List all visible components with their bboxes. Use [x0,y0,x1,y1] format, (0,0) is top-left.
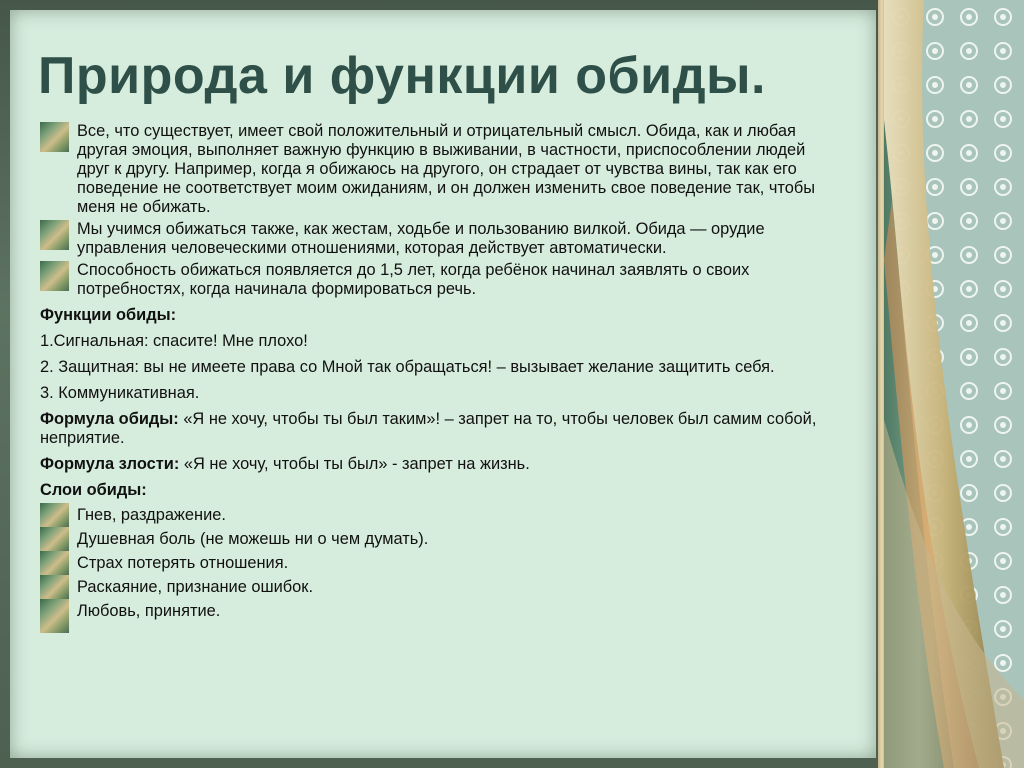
ability-paragraph [40,261,840,299]
list-item: Любовь, принятие. [40,599,840,623]
bullet-square-icon [40,220,69,250]
intro-paragraph [40,122,840,217]
formula-offense [40,410,840,448]
formula-text: «Я не хочу, чтобы ты был» - запрет на жизнь. [179,455,530,473]
list-item: Гнев, раздражение. [40,503,840,527]
formula-anger [40,455,840,474]
formula-label: Формула обиды: [40,410,179,428]
bullet-square-icon [40,122,69,152]
function-item: 3. Коммуникативная. [40,384,200,402]
formula-label: Формула злости: [40,455,180,473]
layers-heading: Слои обиды: [40,481,147,499]
layers-list [40,503,840,623]
paragraph-text: Способность обижаться появляется до 1,5 лет, когда ребёнок начинал заявлять о своих потребностях, когда начинала формироваться речь. [77,261,750,298]
learning-paragraph [40,220,840,258]
bullet-square-icon [40,575,69,599]
decorative-drape-panel [884,0,1024,768]
slide-body [40,122,840,623]
functions-heading: Функции обиды: [40,306,177,324]
bullet-square-icon [40,551,69,575]
bullet-square-icon [40,527,69,551]
bullet-square-icon [40,599,69,633]
page-title: Природа и функции обиды. [38,47,766,105]
list-item: Душевная боль (не можешь ни о чем думать). [40,527,840,551]
list-item: Страх потерять отношения. [40,551,840,575]
formula-text: «Я не хочу, чтобы ты был таким»! – запрет на то, чтобы человек был самим собой, неприятие. [40,410,817,447]
function-item: 1.Сигнальная: спасите! Мне плохо! [40,332,308,350]
list-item: Раскаяние, признание ошибок. [40,575,840,599]
paragraph-text: Все, что существует, имеет свой положительный и отрицательный смысл. Обида, как и любая другая эмоция, выполняет важную функцию в выживании, в частности, приспособлении людей друг к другу. Например, когда я обижаюсь на другого, он страдает от чувства вины, так как его поведение не соответствует моим ожиданиям, и он должен изменить свое поведение так, чтобы меня не обижать. [77,122,816,216]
bullet-square-icon [40,503,69,527]
function-item: 2. Защитная: вы не имеете права со Мной так обращаться! – вызывает желание защитить себя. [40,358,775,376]
paragraph-text: Мы учимся обижаться также, как жестам, ходьбе и пользованию вилкой. Обида — орудие управления человеческими отношениями, которая действует автоматически. [77,220,765,257]
bullet-square-icon [40,261,69,291]
